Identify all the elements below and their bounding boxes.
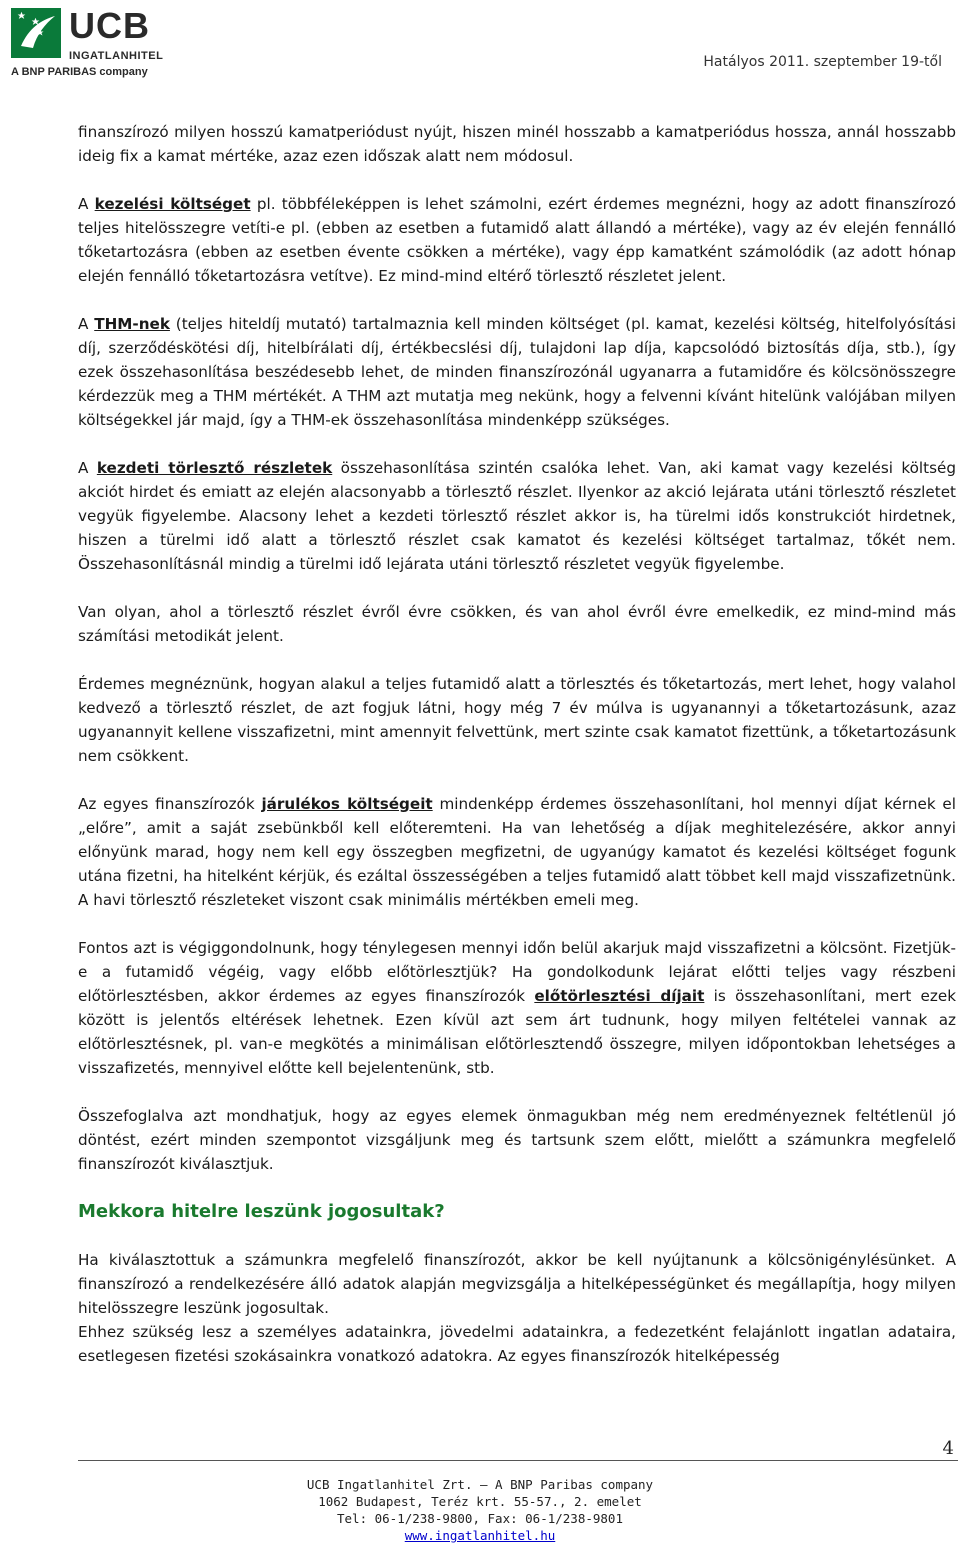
paragraph: A kezdeti törlesztő részletek összehasonlítása szintén csalóka lehet. Van, aki kamat vagy kezelési költség akciót hirdet és emiatt az elején alacsonyabb a törlesztő részlet. Ilyenkor az akció lejárata utáni törlesztő részletet vegyük figyelembe. Alacsony lehet a kezdeti törlesztő részlet akkor is, ha türelmi idős konstrukciót hirdetnek, hiszen a türelmi idő alatt a törlesztő részlet csak kamatot és kezelési költséget tartalmaz, tőkét nem. Összehasonlításnál mindig a türelmi idő lejárata utáni törlesztő részletet vegyük figyelembe. — [78, 459, 957, 573]
bnp-stars-icon — [11, 8, 61, 58]
paragraph: Érdemes megnéznünk, hogyan alakul a teljes futamidő alatt a törlesztés és tőketartozás, mert lehet, hogy valahol kedvező a törlesztő részlet, de azt fogjuk látni, hogy még 7 év múlva is ugyanannyi a tőketartozásunk, azaz ugyanannyit kellene visszafizetni, mint amennyit felvettünk, mert szinte csak kamatot fizettünk, a tőketartozásunk nem csökkent. — [78, 675, 956, 765]
logo-company-text: A BNP PARIBAS company — [11, 66, 148, 78]
effective-date: Hatályos 2011. szeptember 19-től — [703, 54, 942, 70]
paragraph: Fontos azt is végiggondolnunk, hogy ténylegesen mennyi időn belül akarjuk majd visszafizetni a kölcsönt. Fizetjük-e a futamidő végéig, vagy előbb előtörlesztjük? Ha gondolkodunk lejárat előtti teljes vagy részbeni előtörlesztésben, akkor érdemes az egyes finanszírozók előtörlesztési díjait is összehasonlítani, mert ezek között is jelentős eltérések lehetnek. Ezen kívül azt sem árt tudnunk, hogy milyen feltételei vannak az előtörlesztésnek, pl. van-e megkötés a minimálisan előtörlesztendő összegre, milyen időpontokban lehetséges a visszafizetés, mennyivel előtte kell bejelentenünk, stb. — [78, 939, 957, 1077]
paragraph: Összefoglalva azt mondhatjuk, hogy az egyes elemek önmagukban még nem eredményeznek feltétlenül jó döntést, ezért minden szempontot vizsgáljunk meg és tartsunk szem előtt, mielőtt a számunkra megfelelő finanszírozót kiválasztjuk. — [78, 1107, 956, 1173]
term-elotorlesztesi-dijak: előtörlesztési díjait — [534, 987, 705, 1005]
paragraph: Van olyan, ahol a törlesztő részlet évről évre csökken, és van ahol évről évre emelkedik, ez mind-mind más számítási metodikát jelent. — [78, 603, 956, 645]
paragraph: Ehhez szükség lesz a személyes adatainkra, jövedelmi adatainkra, a fedezetként felajánlott ingatlan adataira, esetlegesen fizetési szokásainkra vonatkozó adatokra. Az egyes finanszírozók hitelképesség — [78, 1323, 956, 1365]
page-number: 4 — [942, 1438, 954, 1459]
website-link[interactable]: www.ingatlanhitel.hu — [404, 1528, 556, 1543]
term-kezdeti-torleszto: kezdeti törlesztő részletek — [96, 459, 333, 477]
paragraph: finanszírozó milyen hosszú kamatperiódust nyújt, hiszen minél hosszabb a kamatperiódus hossza, annál hosszabb ideig fix a kamat mértéke, azaz ezen időszak alatt nem módosul. — [78, 123, 956, 165]
ucb-logo — [11, 5, 181, 82]
logo-main-text: UCB — [69, 5, 150, 46]
document-body — [78, 120, 956, 1368]
page-header — [0, 0, 960, 100]
footer-company: UCB Ingatlanhitel Zrt. – A BNP Paribas company — [306, 1477, 654, 1492]
paragraph: Ha kiválasztottuk a számunkra megfelelő finanszírozót, akkor be kell nyújtanunk a kölcsönigénylésünket. A finanszírozó a rendelkezésére álló adatok alapján megvizsgálja a hitelképességünket és megállapítja, hogy milyen hitelösszegre leszünk jogosultak. — [78, 1251, 956, 1317]
paragraph: Az egyes finanszírozók járulékos költségeit mindenképp érdemes összehasonlítani, hol mennyi díjat kérnek el „előre”, amit a saját zsebünkből kell előteremteni. Ha van lehetőség a díjak meghitelezésére, akkor annyi előnyünk marad, hogy nem kell egy összegben megfizetni, de ugyanúgy kamatot és kezelési költséget fogunk utána fizetni, ha hitelként kérjük, és ezáltal összességében a teljes futamidő alatt többet kell majd visszafizetnünk. A havi törlesztő részleteket viszont csak minimális mértékben emeli meg. — [78, 795, 956, 909]
term-thm: THM-nek — [94, 315, 170, 333]
logo-sub-text: INGATLANHITEL — [69, 50, 164, 62]
term-jarulekos-koltsegek: járulékos költségeit — [261, 795, 433, 813]
paragraph: A THM-nek (teljes hiteldíj mutató) tartalmaznia kell minden költséget (pl. kamat, kezelési költség, hitelfolyósítási díj, szerződéskötési díj, hitelbírálati díj, értékbecslési díj, tulajdoni lap díja, kapcsolódó biztosítás díja, stb.), így ezek összehasonlítása beszédesebb lehet, de minden finanszírozónál ugyanarra a futamidőre és kölcsönösszegre kérdezzük meg a THM mértékét. A THM azt mutatja meg nekünk, hogy a felvenni kívánt hitelünk valójában milyen költségekkel jár majd, így a THM-ek összehasonlítása mindenképp szükséges. — [78, 315, 956, 429]
footer-divider — [78, 1460, 958, 1461]
footer-phone: Tel: 06-1/238-9800, Fax: 06-1/238-9801 — [337, 1511, 623, 1526]
section-heading: Mekkora hitelre leszünk jogosultak? — [78, 1201, 445, 1222]
paragraph: A kezelési költséget pl. többféleképpen is lehet számolni, ezért érdemes megnézni, hogy az adott finanszírozó teljes hitelösszegre vetíti-e pl. (ebben az esetben a futamidő alatt állandó a mértéke), vagy az év elején fennálló tőketartozásra (ebben az esetben évente csökken a mértéke), vagy épp kamatként számolódik (az adott hónap elején fennálló tőketartozásra vetítve). Ez mind-mind eltérő törlesztő részletet jelent. — [78, 195, 956, 285]
page-footer — [0, 1476, 960, 1544]
term-kezelesi-koltseg: kezelési költséget — [94, 195, 251, 213]
footer-address: 1062 Budapest, Teréz krt. 55-57., 2. emelet — [318, 1494, 642, 1509]
